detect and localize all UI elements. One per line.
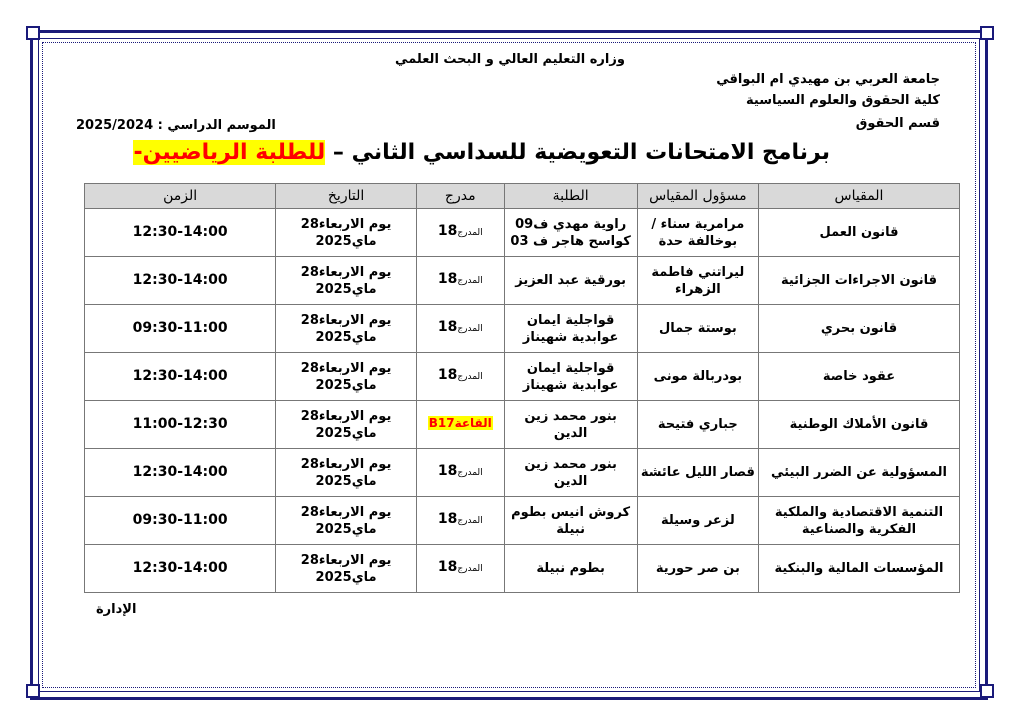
cell-module	[758, 257, 959, 305]
hall-number: 18	[437, 223, 458, 239]
cell-time	[85, 209, 276, 257]
responsible-name: مرامرية سناء / بوخالفة حدة	[651, 216, 745, 249]
university-name: جامعة العربي بن مهيدي ام البواقي	[716, 72, 940, 87]
academic-season: الموسم الدراسي : 2025/2024	[76, 118, 276, 133]
students-names: راوية مهدي ف09 كواسح هاجر ف 03	[510, 216, 631, 249]
cell-module	[758, 305, 959, 353]
responsible-name: قصار الليل عائشة	[640, 465, 755, 480]
table-row	[85, 353, 960, 401]
module-name: قانون بحري	[820, 321, 898, 336]
cell-hall	[416, 497, 504, 545]
exam-date: يوم الاربعاء28 ماي2025	[300, 456, 392, 489]
exam-time: 11:00-12:30	[132, 416, 228, 432]
cell-date	[276, 449, 417, 497]
cell-date	[276, 545, 417, 593]
exam-schedule-table	[84, 183, 960, 593]
header-date: التاريخ	[276, 184, 417, 209]
header-hall: مدرج	[416, 184, 504, 209]
hall-prefix: المدرج	[457, 564, 483, 574]
title-dash: –	[325, 140, 352, 165]
students-names: قواجلية ايمان عوابدية شهيناز	[522, 312, 619, 345]
cell-responsible	[637, 209, 758, 257]
table-header-row	[85, 184, 960, 209]
cell-responsible	[637, 497, 758, 545]
responsible-name: بوستة جمال	[658, 321, 737, 336]
hall-number: 18	[437, 559, 458, 575]
cell-students	[504, 257, 637, 305]
faculty-name: كلية الحقوق والعلوم السياسية	[746, 93, 940, 108]
students-names: بنور محمد زين الدين	[524, 408, 617, 441]
students-names: بنور محمد زين الدين	[524, 456, 617, 489]
students-names: بطوم نبيلة	[536, 561, 605, 576]
cell-responsible	[637, 401, 758, 449]
table-row	[85, 401, 960, 449]
module-name: قانون الاجراءات الجزائية	[780, 273, 938, 288]
responsible-name: ليراتني فاطمة الزهراء	[651, 264, 745, 297]
hall-prefix: المدرج	[457, 228, 483, 238]
exam-time: 09:30-11:00	[132, 320, 228, 336]
title-highlight: للطلبة الرياضيين-	[133, 140, 326, 165]
cell-module	[758, 545, 959, 593]
exam-date: يوم الاربعاء28 ماي2025	[300, 264, 392, 297]
exam-time: 09:30-11:00	[132, 512, 228, 528]
students-names: بورقية عبد العزيز	[515, 273, 626, 288]
exam-date: يوم الاربعاء28 ماي2025	[300, 552, 392, 585]
students-names: كروش انيس بطوم نبيلة	[511, 504, 631, 537]
cell-date	[276, 257, 417, 305]
hall-number: 18	[437, 271, 458, 287]
header-module: المقياس	[758, 184, 959, 209]
hall-number: 18	[437, 319, 458, 335]
cell-time	[85, 353, 276, 401]
hall-prefix: المدرج	[457, 516, 483, 526]
cell-time	[85, 305, 276, 353]
module-name: قانون العمل	[819, 225, 899, 240]
cell-date	[276, 401, 417, 449]
border-corner	[26, 26, 40, 40]
table-row	[85, 497, 960, 545]
cell-time	[85, 545, 276, 593]
exam-time: 12:30-14:00	[132, 272, 228, 288]
exam-time: 12:30-14:00	[132, 560, 228, 576]
module-name: عقود خاصة	[822, 369, 896, 384]
cell-students	[504, 401, 637, 449]
hall-highlight: القاعةB17	[428, 416, 492, 430]
header-time: الزمن	[85, 184, 276, 209]
cell-module	[758, 209, 959, 257]
cell-date	[276, 305, 417, 353]
administration-label: الإدارة	[96, 602, 137, 617]
hall-prefix: المدرج	[457, 372, 483, 382]
department-name: قسم الحقوق	[855, 116, 940, 131]
border-corner	[980, 684, 994, 698]
exam-date: يوم الاربعاء28 ماي2025	[300, 408, 392, 441]
header-responsible: مسؤول المقياس	[637, 184, 758, 209]
cell-hall	[416, 545, 504, 593]
cell-time	[85, 401, 276, 449]
table-row	[85, 209, 960, 257]
responsible-name: بن صر حورية	[655, 561, 740, 576]
cell-students	[504, 353, 637, 401]
module-name: التنمية الاقتصادية والملكية الفكرية والصناعية	[774, 504, 944, 537]
header-students: الطلبة	[504, 184, 637, 209]
ministry-heading: وزاره التعليم العالي و البحث العلمي	[395, 52, 625, 67]
module-name: المؤسسات المالية والبنكية	[774, 561, 944, 576]
table-row	[85, 545, 960, 593]
responsible-name: بودربالة مونى	[653, 369, 743, 384]
cell-students	[504, 305, 637, 353]
cell-module	[758, 353, 959, 401]
cell-hall	[416, 401, 504, 449]
cell-hall	[416, 305, 504, 353]
exam-date: يوم الاربعاء28 ماي2025	[300, 504, 392, 537]
border-corner	[980, 26, 994, 40]
cell-hall	[416, 209, 504, 257]
cell-responsible	[637, 305, 758, 353]
cell-module	[758, 497, 959, 545]
title-main: برنامج الامتحانات التعويضية للسداسي الثاني	[351, 140, 830, 165]
module-name: المسؤولية عن الضرر البيئي	[771, 465, 947, 480]
cell-module	[758, 449, 959, 497]
hall-prefix: المدرج	[457, 468, 483, 478]
cell-students	[504, 209, 637, 257]
cell-hall	[416, 257, 504, 305]
exam-date: يوم الاربعاء28 ماي2025	[300, 312, 392, 345]
table-row	[85, 305, 960, 353]
exam-date: يوم الاربعاء28 ماي2025	[300, 360, 392, 393]
hall-number: 18	[437, 463, 458, 479]
students-names: قواجلية ايمان عوابدية شهيناز	[522, 360, 619, 393]
cell-hall	[416, 353, 504, 401]
responsible-name: لزعر وسيلة	[660, 513, 735, 528]
page-title	[133, 140, 830, 165]
exam-date: يوم الاربعاء28 ماي2025	[300, 216, 392, 249]
table-row	[85, 257, 960, 305]
exam-time: 12:30-14:00	[132, 368, 228, 384]
border-corner	[26, 684, 40, 698]
cell-students	[504, 449, 637, 497]
cell-date	[276, 497, 417, 545]
cell-responsible	[637, 449, 758, 497]
cell-responsible	[637, 353, 758, 401]
hall-prefix: المدرج	[457, 324, 483, 334]
responsible-name: جباري فتيحة	[657, 417, 738, 432]
cell-date	[276, 209, 417, 257]
cell-responsible	[637, 545, 758, 593]
hall-number: 18	[437, 511, 458, 527]
exam-time: 12:30-14:00	[132, 464, 228, 480]
cell-date	[276, 353, 417, 401]
table-row	[85, 449, 960, 497]
cell-responsible	[637, 257, 758, 305]
exam-time: 12:30-14:00	[132, 224, 228, 240]
cell-module	[758, 401, 959, 449]
cell-time	[85, 449, 276, 497]
cell-hall	[416, 449, 504, 497]
module-name: قانون الأملاك الوطنية	[789, 417, 929, 432]
cell-time	[85, 497, 276, 545]
cell-students	[504, 545, 637, 593]
hall-number: 18	[437, 367, 458, 383]
cell-students	[504, 497, 637, 545]
cell-time	[85, 257, 276, 305]
hall-prefix: المدرج	[457, 276, 483, 286]
